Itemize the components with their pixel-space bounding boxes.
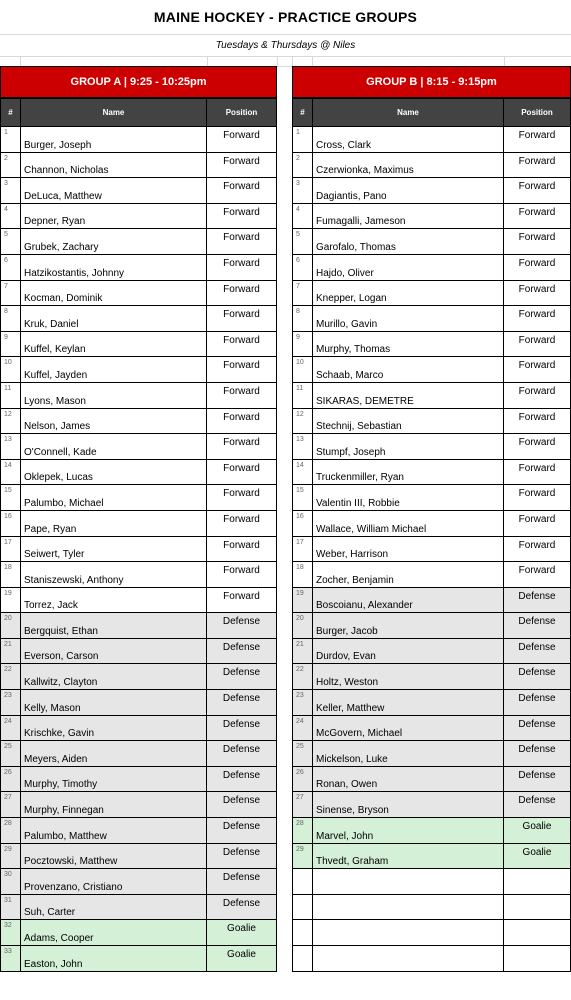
player-name: Murphy, Timothy — [21, 766, 207, 792]
player-position: Forward — [207, 306, 277, 332]
player-position: Forward — [207, 280, 277, 306]
player-position: Forward — [207, 203, 277, 229]
group-a-roster — [1, 127, 277, 972]
player-position: Forward — [504, 459, 571, 485]
player-name: Channon, Nicholas — [21, 152, 207, 178]
player-name — [313, 894, 504, 920]
player-name: Nelson, James — [21, 408, 207, 434]
player-position: Defense — [504, 664, 571, 690]
player-position: Defense — [207, 869, 277, 895]
player-number: 26 — [1, 766, 21, 792]
table-row — [293, 127, 571, 153]
player-name: Garofalo, Thomas — [313, 229, 504, 255]
player-name: Keller, Matthew — [313, 690, 504, 716]
table-row — [293, 408, 571, 434]
player-position: Forward — [504, 510, 571, 536]
table-row — [1, 741, 277, 767]
player-name: Hajdo, Oliver — [313, 254, 504, 280]
player-name: Boscoianu, Alexander — [313, 587, 504, 613]
table-row — [293, 792, 571, 818]
player-position: Forward — [207, 152, 277, 178]
table-row — [1, 280, 277, 306]
player-number: 10 — [293, 357, 313, 383]
player-position: Forward — [504, 127, 571, 153]
table-row — [293, 434, 571, 460]
player-position: Forward — [207, 510, 277, 536]
player-name: O'Connell, Kade — [21, 434, 207, 460]
player-position: Defense — [207, 715, 277, 741]
table-row — [1, 843, 277, 869]
player-name: Suh, Carter — [21, 894, 207, 920]
player-name: Everson, Carson — [21, 638, 207, 664]
player-number: 3 — [1, 178, 21, 204]
table-row — [293, 638, 571, 664]
table-row — [1, 127, 277, 153]
group-a-header: GROUP A | 9:25 - 10:25pm — [0, 66, 277, 98]
player-name: Schaab, Marco — [313, 357, 504, 383]
table-row — [1, 229, 277, 255]
player-position: Defense — [207, 843, 277, 869]
player-number: 27 — [1, 792, 21, 818]
table-row — [293, 818, 571, 844]
player-name: Murphy, Thomas — [313, 331, 504, 357]
table-row — [1, 869, 277, 895]
player-name: Sinense, Bryson — [313, 792, 504, 818]
page-subtitle: Tuesdays & Thursdays @ Niles — [0, 34, 571, 57]
player-number: 25 — [1, 741, 21, 767]
player-position: Defense — [504, 613, 571, 639]
player-name: Knepper, Logan — [313, 280, 504, 306]
table-row — [293, 459, 571, 485]
player-position: Defense — [207, 613, 277, 639]
player-position: Forward — [504, 408, 571, 434]
player-position: Defense — [504, 690, 571, 716]
player-number: 11 — [293, 382, 313, 408]
player-name: Zocher, Benjamin — [313, 562, 504, 588]
player-position: Forward — [207, 229, 277, 255]
table-row — [293, 920, 571, 946]
player-number: 2 — [293, 152, 313, 178]
player-name: Pocztowski, Matthew — [21, 843, 207, 869]
player-number: 33 — [1, 946, 21, 972]
player-number: 15 — [1, 485, 21, 511]
table-row — [293, 254, 571, 280]
player-position: Goalie — [504, 843, 571, 869]
table-row — [1, 613, 277, 639]
table-row — [293, 306, 571, 332]
player-number: 29 — [293, 843, 313, 869]
player-number: 13 — [1, 434, 21, 460]
table-row — [1, 408, 277, 434]
player-name: Meyers, Aiden — [21, 741, 207, 767]
player-number: 23 — [293, 690, 313, 716]
player-number: 10 — [1, 357, 21, 383]
group-a — [0, 66, 277, 972]
player-number: 12 — [1, 408, 21, 434]
player-number: 12 — [293, 408, 313, 434]
table-row — [293, 331, 571, 357]
player-number: 6 — [293, 254, 313, 280]
player-name: Marvel, John — [313, 818, 504, 844]
table-row — [1, 715, 277, 741]
player-number: 11 — [1, 382, 21, 408]
player-position: Defense — [504, 766, 571, 792]
table-row — [293, 715, 571, 741]
player-number — [293, 946, 313, 972]
player-number: 18 — [293, 562, 313, 588]
player-number: 1 — [293, 127, 313, 153]
table-row — [293, 869, 571, 895]
table-row — [1, 331, 277, 357]
table-row — [1, 203, 277, 229]
player-position — [504, 920, 571, 946]
player-number: 4 — [293, 203, 313, 229]
player-name: Durdov, Evan — [313, 638, 504, 664]
player-position: Defense — [504, 741, 571, 767]
player-number: 1 — [1, 127, 21, 153]
player-name: Seiwert, Tyler — [21, 536, 207, 562]
player-name: Lyons, Mason — [21, 382, 207, 408]
table-row — [1, 510, 277, 536]
player-position: Forward — [504, 203, 571, 229]
player-name: Kuffel, Jayden — [21, 357, 207, 383]
player-number: 28 — [293, 818, 313, 844]
player-name: Krischke, Gavin — [21, 715, 207, 741]
table-row — [293, 613, 571, 639]
player-number: 20 — [293, 613, 313, 639]
table-row — [1, 536, 277, 562]
player-number: 17 — [293, 536, 313, 562]
player-number: 5 — [1, 229, 21, 255]
player-number: 3 — [293, 178, 313, 204]
player-position: Defense — [207, 792, 277, 818]
player-position: Forward — [504, 229, 571, 255]
player-name: Fumagalli, Jameson — [313, 203, 504, 229]
player-position: Forward — [207, 178, 277, 204]
player-number: 14 — [293, 459, 313, 485]
table-row — [293, 741, 571, 767]
player-name: Weber, Harrison — [313, 536, 504, 562]
player-name: Kruk, Daniel — [21, 306, 207, 332]
player-number: 2 — [1, 152, 21, 178]
player-position: Forward — [207, 536, 277, 562]
player-number: 19 — [293, 587, 313, 613]
table-row — [293, 203, 571, 229]
player-number: 30 — [1, 869, 21, 895]
player-name: Depner, Ryan — [21, 203, 207, 229]
table-row — [293, 229, 571, 255]
player-position: Forward — [504, 485, 571, 511]
player-position: Defense — [207, 664, 277, 690]
player-position: Forward — [207, 357, 277, 383]
player-position: Forward — [207, 562, 277, 588]
player-number — [293, 920, 313, 946]
player-number: 24 — [1, 715, 21, 741]
player-number: 27 — [293, 792, 313, 818]
player-position: Forward — [207, 459, 277, 485]
table-row — [293, 664, 571, 690]
column-header-position: Position — [504, 99, 571, 127]
player-position: Goalie — [207, 920, 277, 946]
table-row — [1, 562, 277, 588]
player-position: Forward — [504, 331, 571, 357]
player-name: Adams, Cooper — [21, 920, 207, 946]
table-row — [1, 664, 277, 690]
player-name: Easton, John — [21, 946, 207, 972]
player-position: Goalie — [504, 818, 571, 844]
table-row — [1, 254, 277, 280]
player-position: Forward — [207, 587, 277, 613]
player-name: Stechnij, Sebastian — [313, 408, 504, 434]
group-b-column-headers — [293, 99, 571, 127]
player-position — [504, 946, 571, 972]
player-name: Kelly, Mason — [21, 690, 207, 716]
player-name: Dagiantis, Pano — [313, 178, 504, 204]
player-name: Thvedt, Graham — [313, 843, 504, 869]
player-number: 15 — [293, 485, 313, 511]
table-row — [293, 382, 571, 408]
player-number — [293, 894, 313, 920]
player-name: Torrez, Jack — [21, 587, 207, 613]
player-position: Defense — [207, 638, 277, 664]
player-name: Holtz, Weston — [313, 664, 504, 690]
player-number: 21 — [1, 638, 21, 664]
player-number: 21 — [293, 638, 313, 664]
player-position: Defense — [207, 894, 277, 920]
player-name: Kuffel, Keylan — [21, 331, 207, 357]
player-position: Goalie — [207, 946, 277, 972]
player-position: Forward — [504, 434, 571, 460]
player-position — [504, 869, 571, 895]
player-name — [313, 920, 504, 946]
group-b-roster — [293, 127, 571, 972]
player-name: Valentin III, Robbie — [313, 485, 504, 511]
table-row — [1, 152, 277, 178]
player-position: Forward — [207, 408, 277, 434]
table-row — [1, 434, 277, 460]
player-number: 20 — [1, 613, 21, 639]
table-row — [293, 766, 571, 792]
player-number: 24 — [293, 715, 313, 741]
player-position: Defense — [504, 587, 571, 613]
table-row — [1, 766, 277, 792]
player-position: Defense — [504, 638, 571, 664]
table-row — [1, 382, 277, 408]
player-number: 8 — [293, 306, 313, 332]
table-row — [1, 818, 277, 844]
player-name: Kocman, Dominik — [21, 280, 207, 306]
table-row — [1, 357, 277, 383]
column-header-name: Name — [313, 99, 504, 127]
table-row — [293, 562, 571, 588]
player-number: 16 — [293, 510, 313, 536]
table-row — [293, 510, 571, 536]
player-number: 18 — [1, 562, 21, 588]
player-name: Grubek, Zachary — [21, 229, 207, 255]
player-position: Forward — [207, 434, 277, 460]
player-position: Defense — [207, 766, 277, 792]
player-number: 17 — [1, 536, 21, 562]
player-name: Bergquist, Ethan — [21, 613, 207, 639]
player-position: Defense — [207, 690, 277, 716]
table-row — [293, 690, 571, 716]
table-row — [1, 459, 277, 485]
table-row — [293, 894, 571, 920]
player-name: Ronan, Owen — [313, 766, 504, 792]
player-number: 5 — [293, 229, 313, 255]
table-row — [1, 920, 277, 946]
group-a-table — [0, 98, 277, 972]
player-position: Forward — [504, 152, 571, 178]
player-number: 32 — [1, 920, 21, 946]
player-name: Murphy, Finnegan — [21, 792, 207, 818]
player-number: 9 — [293, 331, 313, 357]
player-number: 22 — [293, 664, 313, 690]
player-number: 23 — [1, 690, 21, 716]
group-b — [292, 66, 571, 972]
player-number: 19 — [1, 587, 21, 613]
table-row — [293, 587, 571, 613]
player-position: Defense — [207, 741, 277, 767]
column-header-number: # — [1, 99, 21, 127]
player-number: 29 — [1, 843, 21, 869]
player-name: Mickelson, Luke — [313, 741, 504, 767]
table-row — [1, 178, 277, 204]
group-b-header: GROUP B | 8:15 - 9:15pm — [292, 66, 571, 98]
group-a-column-headers — [1, 99, 277, 127]
player-position: Forward — [207, 331, 277, 357]
table-row — [1, 485, 277, 511]
player-position: Defense — [207, 818, 277, 844]
player-name: Staniszewski, Anthony — [21, 562, 207, 588]
player-name — [313, 946, 504, 972]
table-row — [293, 485, 571, 511]
table-row — [1, 587, 277, 613]
player-name: Cross, Clark — [313, 127, 504, 153]
player-number: 16 — [1, 510, 21, 536]
table-row — [1, 306, 277, 332]
player-name: Palumbo, Michael — [21, 485, 207, 511]
player-position: Forward — [504, 306, 571, 332]
player-number: 31 — [1, 894, 21, 920]
player-number: 7 — [293, 280, 313, 306]
player-number: 28 — [1, 818, 21, 844]
table-row — [1, 946, 277, 972]
player-name: Palumbo, Matthew — [21, 818, 207, 844]
player-name: Czerwionka, Maximus — [313, 152, 504, 178]
player-name: Burger, Joseph — [21, 127, 207, 153]
table-row — [1, 792, 277, 818]
table-row — [1, 690, 277, 716]
player-number: 6 — [1, 254, 21, 280]
table-row — [1, 894, 277, 920]
table-row — [293, 536, 571, 562]
table-row — [293, 946, 571, 972]
player-name: Provenzano, Cristiano — [21, 869, 207, 895]
player-position: Defense — [504, 792, 571, 818]
player-name: SIKARAS, DEMETRE — [313, 382, 504, 408]
player-number: 25 — [293, 741, 313, 767]
player-number: 13 — [293, 434, 313, 460]
player-name: Pape, Ryan — [21, 510, 207, 536]
player-position: Forward — [207, 382, 277, 408]
player-number: 26 — [293, 766, 313, 792]
player-name: McGovern, Michael — [313, 715, 504, 741]
column-header-name: Name — [21, 99, 207, 127]
player-position: Forward — [504, 178, 571, 204]
table-row — [293, 843, 571, 869]
table-row — [293, 152, 571, 178]
group-b-table — [292, 98, 571, 972]
player-position — [504, 894, 571, 920]
player-name: Wallace, William Michael — [313, 510, 504, 536]
player-name: Oklepek, Lucas — [21, 459, 207, 485]
player-position: Forward — [504, 357, 571, 383]
player-position: Forward — [207, 485, 277, 511]
player-position: Forward — [504, 280, 571, 306]
player-number: 9 — [1, 331, 21, 357]
player-name — [313, 869, 504, 895]
player-name: Kallwitz, Clayton — [21, 664, 207, 690]
player-number: 14 — [1, 459, 21, 485]
table-row — [293, 357, 571, 383]
player-number: 8 — [1, 306, 21, 332]
player-number: 22 — [1, 664, 21, 690]
player-position: Forward — [504, 382, 571, 408]
player-number — [293, 869, 313, 895]
player-position: Forward — [504, 254, 571, 280]
column-header-number: # — [293, 99, 313, 127]
table-row — [1, 638, 277, 664]
player-name: Murillo, Gavin — [313, 306, 504, 332]
player-position: Forward — [504, 562, 571, 588]
player-name: DeLuca, Matthew — [21, 178, 207, 204]
player-position: Forward — [207, 127, 277, 153]
column-header-position: Position — [207, 99, 277, 127]
player-name: Hatzikostantis, Johnny — [21, 254, 207, 280]
page-title: MAINE HOCKEY - PRACTICE GROUPS — [0, 0, 571, 35]
player-position: Forward — [504, 536, 571, 562]
player-number: 4 — [1, 203, 21, 229]
player-name: Stumpf, Joseph — [313, 434, 504, 460]
player-name: Truckenmiller, Ryan — [313, 459, 504, 485]
player-name: Burger, Jacob — [313, 613, 504, 639]
player-number: 7 — [1, 280, 21, 306]
player-position: Defense — [504, 715, 571, 741]
table-row — [293, 280, 571, 306]
table-row — [293, 178, 571, 204]
player-position: Forward — [207, 254, 277, 280]
